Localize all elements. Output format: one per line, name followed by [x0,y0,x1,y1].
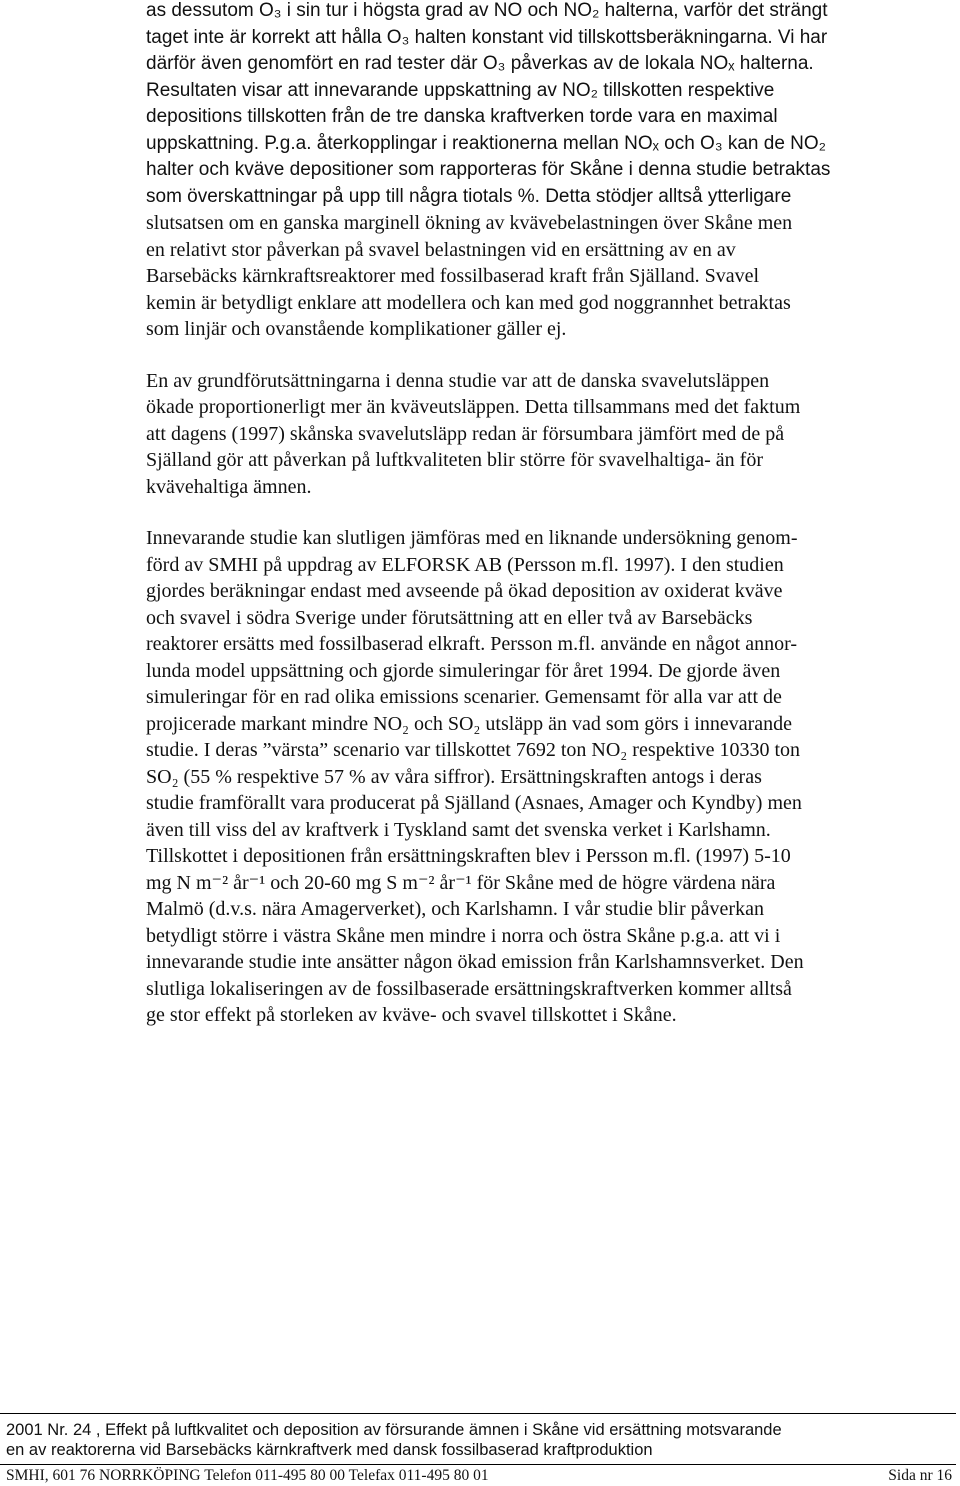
text-line: halter och kväve depositioner som rapporteras för Skåne i denna studie betraktas [146,159,831,180]
text-line: En av grundförutsättningarna i denna studie var att de danska svavelutsläppen [146,369,770,392]
text-line: förd av SMHI på uppdrag av ELFORSK AB (Persson m.fl. 1997). I den studien [146,553,784,576]
document-body [146,0,916,1054]
text-line: SO₂ (55 % respektive 57 % av våra siffror). Ersättningskraften antogs i deras [146,765,762,788]
text-line: studie. I deras ”värsta” scenario var tillskottet 7692 ton NO₂ respektive 10330 ton [146,739,801,761]
text-line: att dagens (1997) skånska svavelutsläpp redan är försumbara jämfört med de på [146,422,785,445]
text-line: även till viss del av kraftverk i Tyskland samt det svenska verket i Karlshamn. [146,818,771,841]
text-line: uppskattning. P.g.a. återkopplingar i reaktionerna mellan NOₓ och O₃ kan de NO₂ [146,132,827,154]
text-line: simuleringar för en rad olika emissions scenarier. Gemensamt för alla var att de [146,686,782,708]
paragraph-1 [146,0,916,343]
text-line: Innevarande studie kan slutligen jämföras med en liknande undersökning genom- [146,527,798,549]
text-line: studie framförallt vara producerat på Själland (Asnaes, Amager och Kyndby) men [146,792,802,814]
text-line: reaktorer ersätts med fossilbaserad elkraft. Persson m.fl. använde en något annor- [146,633,798,655]
text-line: mg N m⁻² år⁻¹ och 20-60 mg S m⁻² år⁻¹ för Skåne med de högre värdena nära [146,871,776,894]
footer-address: SMHI, 601 76 NORRKÖPING Telefon 011-495 80 00 Telefax 011-495 80 01 [6,1467,489,1484]
text-line: taget inte är korrekt att hålla O₃ halten konstant vid tillskottsberäkningarna. Vi har [146,26,828,48]
text-line: depositions tillskotten från de tre danska kraftverken torde vara en maximal [146,106,778,127]
text-line: ökade proportionerligt mer än kväveutsläppen. Detta tillsammans med det faktum [146,396,801,418]
paragraph-3 [146,525,916,1029]
text-line: gjordes beräkningar endast med avseende på ökad deposition av oxiderat kväve [146,580,783,602]
footer-divider [0,1413,956,1414]
footer-divider [0,1464,956,1465]
footer-report-title: 2001 Nr. 24 , Effekt på luftkvalitet och deposition av försurande ämnen i Skåne vid ersättning motsvarande [6,1421,782,1439]
text-line: Malmö (d.v.s. nära Amagerverket), och Karlshamn. I vår studie blir påverkan [146,898,764,920]
text-line: därför även genomfört en rad tester där O₃ påverkas av de lokala NOₓ halterna. [146,53,814,74]
text-line: innevarande studie inte ansätter någon ökad emission från Karlshamnsverket. Den [146,951,804,973]
footer-contact-row [6,1466,956,1486]
text-line: ge stor effekt på storleken av kväve- och svavel tillskottet i Skåne. [146,1004,677,1026]
text-line: slutsatsen om en ganska marginell ökning av kvävebelastningen över Skåne men [146,212,793,234]
page-number: Sida nr 16 [888,1467,952,1484]
text-line: som överskattningar på upp till några tiotals %. Detta stödjer alltså ytterligare [146,185,792,207]
text-line: som linjär och ovanstående komplikationer gäller ej. [146,318,567,340]
text-line: projicerade markant mindre NO₂ och SO₂ utsläpp än vad som görs i innevarande [146,712,792,735]
text-line: kvävehaltiga ämnen. [146,475,312,498]
text-line: slutliga lokaliseringen av de fossilbaserade ersättningskraftverken kommer alltså [146,977,792,1000]
text-line: och svavel i södra Sverige under förutsättning att en eller två av Barsebäcks [146,606,753,629]
text-line: betydligt större i västra Skåne men mindre i norra och östra Skåne p.g.a. att vi i [146,924,781,947]
text-line: Resultaten visar att innevarande uppskattning av NO₂ tillskotten respektive [146,79,775,101]
text-line: lunda model uppsättning och gjorde simuleringar för året 1994. De gjorde även [146,659,781,682]
paragraph-2 [146,368,916,501]
text-line: as dessutom O₃ i sin tur i högsta grad av NO och NO₂ halterna, varför det strängt [146,0,828,21]
footer-report-subtitle: en av reaktorerna vid Barsebäcks kärnkraftverk med dansk fossilbaserad kraftproduktion [6,1441,653,1459]
text-line: Barsebäcks kärnkraftsreaktorer med fossilbaserad kraft från Själland. Svavel [146,265,760,287]
text-line: Tillskottet i depositionen från ersättningskraften blev i Persson m.fl. (1997) 5-10 [146,845,791,867]
text-line: en relativt stor påverkan på svavel belastningen vid en ersättning av en av [146,238,736,261]
text-line: kemin är betydligt enklare att modellera och kan med god noggrannhet betraktas [146,291,791,314]
text-line: Själland gör att påverkan på luftkvaliteten blir större för svavelhaltiga- än för [146,449,764,471]
